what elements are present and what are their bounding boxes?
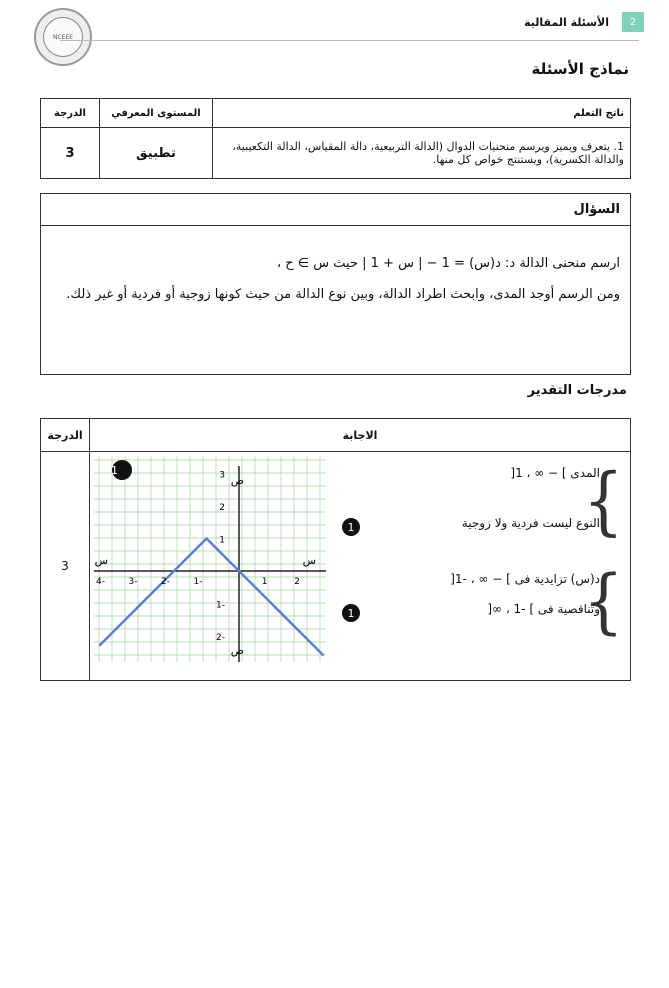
graph-badge-label: 1 [111, 464, 118, 477]
logo-text: NCEEE [43, 17, 83, 57]
rubric-grade: 3 [41, 452, 90, 681]
question-box [40, 193, 631, 375]
answer-range: المدى ] − ∞ ، 1[ [510, 466, 600, 480]
x-tick-label: 2 [294, 577, 300, 587]
header-outcome: ناتج التعلم [213, 99, 631, 128]
outcomes-table [40, 98, 631, 179]
y-tick-label: 1 [219, 535, 225, 546]
header-grade: الدرجة [41, 99, 100, 128]
score-badge-1: 1 [342, 518, 360, 536]
y-tick-label: -2 [216, 633, 225, 643]
y-neg-axis-label: ص [230, 644, 244, 657]
header-title: الأسئلة المقالية [524, 16, 609, 29]
header-rubric-grade: الدرجة [41, 419, 90, 452]
y-tick-label: -1 [216, 600, 225, 611]
rubric-title: مدرجات التقدير [527, 383, 627, 398]
x-tick-label: -2 [161, 577, 170, 587]
grade-value: 3 [41, 128, 100, 179]
y-axis-label: ص [230, 474, 244, 487]
level-value: تطبيق [100, 128, 213, 179]
question-title: السؤال [41, 194, 630, 226]
answer-increasing: د(س) تزايدية فى ] − ∞ ، -1[ [450, 572, 600, 586]
section-title: نماذج الأسئلة [531, 60, 629, 78]
brace-1: { [583, 459, 624, 545]
score-badge-2: 1 [342, 604, 360, 622]
question-line-2: ومن الرسم أوجد المدى، وابحث اطراد الدالة، وبين نوع الدالة من حيث كونها زوجية أو فردية أو غير ذلك. [66, 287, 620, 302]
answer-cell [90, 452, 631, 681]
graph-grid [94, 456, 326, 662]
outcome-text: 1. يتعرف ويميز ويرسم منحنيات الدوال (الدالة التربيعية، دالة المقياس، الدالة التكعيبية، والدالة الكسرية)، ويستنتج خواص كل منها. [213, 128, 631, 179]
x-neg-axis-label: س [94, 554, 108, 567]
x-tick-label: -1 [193, 577, 203, 587]
rubric-table [40, 418, 631, 681]
header-divider [60, 40, 639, 41]
y-tick-label: 3 [219, 470, 225, 481]
answer-decreasing: وتناقصية فى ] -1 ، ∞[ [487, 602, 600, 616]
brace-2: { [583, 561, 624, 643]
header-answer: الاجابة [90, 419, 631, 452]
ministry-logo [34, 8, 92, 66]
question-line-1: ارسم منحنى الدالة د: د(س) = 1 − | س + 1 | حيث س ∋ ح ، [276, 256, 620, 271]
y-tick-label: 2 [219, 503, 225, 513]
x-axis-label: س [302, 554, 316, 567]
function-line [99, 539, 323, 656]
x-tick-label: 1 [261, 577, 268, 587]
header-level: المستوى المعرفي [100, 99, 213, 128]
answer-type: النوع ليست فردية ولا زوجية [461, 516, 600, 530]
x-tick-label: -4 [96, 577, 105, 587]
x-tick-label: -3 [128, 577, 138, 587]
graph [94, 456, 326, 662]
page-number: 2 [622, 12, 644, 32]
